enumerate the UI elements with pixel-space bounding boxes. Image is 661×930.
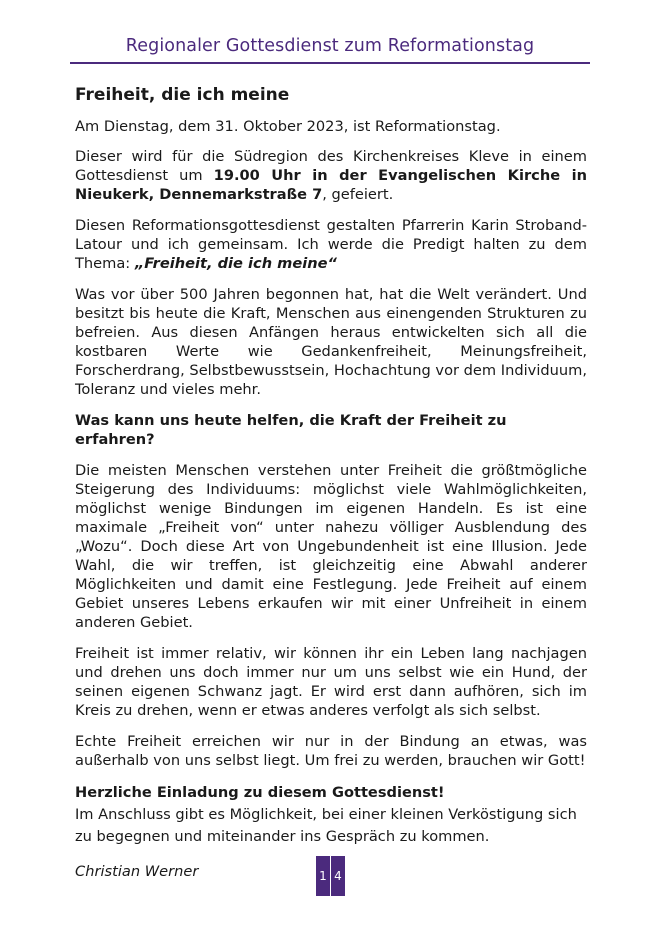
invitation-heading: Herzliche Einladung zu diesem Gottesdienst! [75, 784, 445, 801]
header-rule [70, 62, 590, 64]
location-bold: 19.00 Uhr in der Evangelischen Kirche in Nieukerk, Dennemarkstraße 7 [75, 167, 587, 203]
paragraph-theme [75, 216, 587, 273]
page-header [70, 34, 590, 64]
signature: Christian Werner [75, 863, 199, 880]
paragraph-freedom: Die meisten Menschen verstehen unter Freiheit die größtmögliche Steigerung des Individuums: möglichst viele Wahlmöglichkeiten, möglichst wenige Bindungen im eigenen Handeln. Es ist eine maximale „Freiheit von“ unter nahezu völliger Ausblendung des „Wozu“. Doch diese Art von Ungebundenheit ist eine Illusion. Jede Wahl, die wir treffen, ist gleichzeitig eine Abwahl anderer Möglichkeiten und damit eine Festlegung. Jede Freiheit auf einem Gebiet unseres Lebens erkaufen wir mit einer Unfreiheit in einem anderen Gebiet. [75, 462, 587, 631]
header-title: Regionaler Gottesdienst zum Reformationstag [125, 36, 535, 56]
invitation [75, 782, 587, 848]
page-number [316, 856, 345, 896]
location-text-before: Dieser wird für die Südregion des Kirchenkreises Kleve in einem Gottesdienst um [75, 148, 587, 184]
paragraph-history: Was vor über 500 Jahren begonnen hat, hat die Welt verändert. Und besitzt bis heute die Kraft, Menschen aus einengenden Strukturen zu befreien. Aus diesen Anfängen heraus entwickelten sich all die kostbaren Werte wie Gedankenfreiheit, Meinungsfreiheit, Forscherdrang, Selbstbewusstsein, Hochachtung vor dem Individuum, Toleranz und vieles mehr. [75, 286, 587, 398]
page-number-digit-right: 4 [331, 856, 345, 896]
paragraph-true-freedom: Echte Freiheit erreichen wir nur in der Bindung an etwas, was außerhalb von uns selbst liegt. Um frei zu werden, brauchen wir Gott! [75, 733, 587, 769]
location-text-after: , gefeiert. [322, 186, 394, 203]
invitation-text: Im Anschluss gibt es Möglichkeit, bei einer kleinen Verköstigung sich zu begegnen und miteinander ins Gespräch zu kommen. [75, 806, 577, 845]
paragraph-relative: Freiheit ist immer relativ, wir können ihr ein Leben lang nachjagen und drehen uns doch immer nur um uns selbst wie ein Hund, der seinen eigenen Schwanz jagt. Er wird erst dann aufhören, sich im Kreis zu drehen, wenn er etwas anderes verfolgt als sich selbst. [75, 645, 587, 719]
paragraph-location [75, 147, 587, 204]
article-heading: Freiheit, die ich meine [75, 85, 290, 105]
theme-text-before: Diesen Reformationsgottesdienst gestalten Pfarrerin Karin Stroband-Latour und ich gemeinsam. Ich werde die Predigt halten zu dem Thema: [75, 217, 587, 272]
page-number-digit-left: 1 [316, 856, 330, 896]
subheading: Was kann uns heute helfen, die Kraft der Freiheit zu erfahren? [75, 412, 507, 448]
theme-title: „Freiheit, die ich meine“ [134, 255, 337, 272]
article [75, 84, 587, 881]
paragraph-date: Am Dienstag, dem 31. Oktober 2023, ist Reformationstag. [75, 118, 501, 135]
